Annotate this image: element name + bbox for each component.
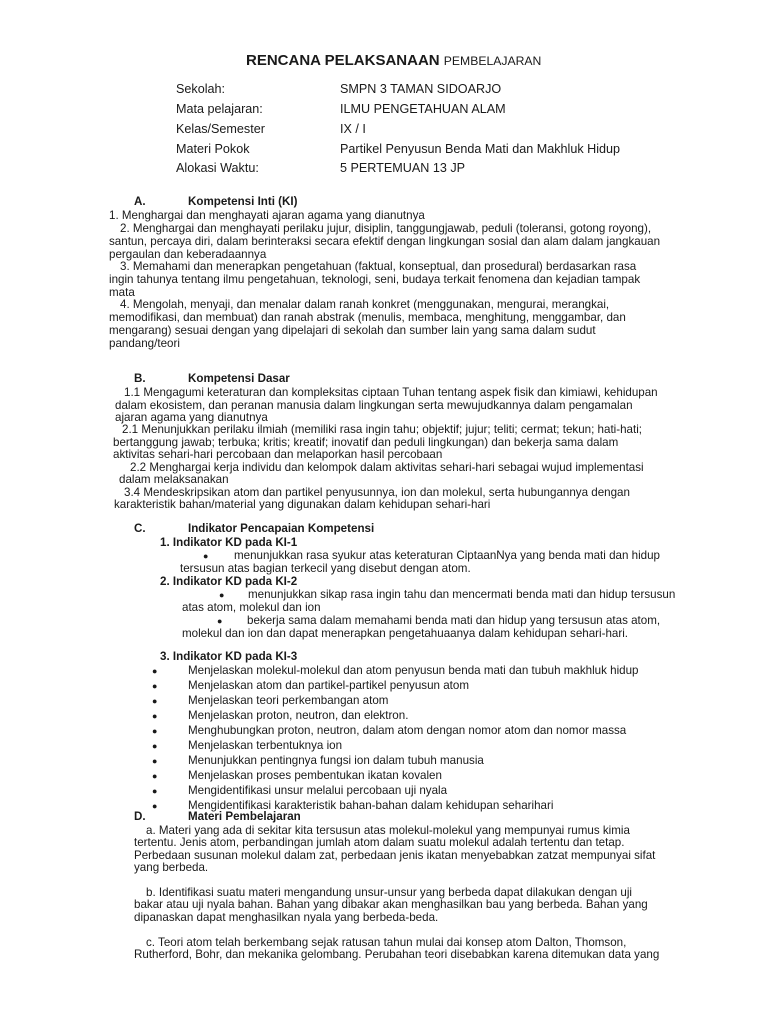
meta-label-subject: Mata pelajaran: <box>176 102 263 116</box>
bullet-icon: ● <box>152 771 158 781</box>
meta-value-subject: ILMU PENGETAHUAN ALAM <box>340 102 506 116</box>
bullet-icon: ● <box>217 616 223 626</box>
meta-value-school: SMPN 3 TAMAN SIDOARJO <box>340 82 502 96</box>
ki1-heading: 1. Indikator KD pada KI-1 <box>160 536 298 549</box>
ki-line: santun, percaya diri, dalam berinteraksi secara efektif dengan lingkungan sosial dan alam dalam jangkauan <box>109 235 661 248</box>
document-title <box>246 54 541 68</box>
list-item: Menjelaskan atom dan partikel-partikel penyusun atom <box>188 679 469 692</box>
ki-line: 1. Menghargai dan menghayati ajaran agama yang dianutnya <box>109 209 425 222</box>
ki-line: pergaulan dan keberadaannya <box>109 248 267 261</box>
list-item: Menjelaskan teori perkembangan atom <box>188 694 389 707</box>
title-sub: PEMBELAJARAN <box>443 54 542 68</box>
kd-line: karakteristik bahan/material yang digunakan dalam kehidupan sehari-hari <box>114 498 491 511</box>
ki-line: 2. Menghargai dan menghayati perilaku jujur, disiplin, tanggungjawab, peduli (toleransi, gotong royong), <box>120 222 652 235</box>
meta-value-topic: Partikel Penyusun Benda Mati dan Makhluk Hidup <box>340 142 621 156</box>
bullet-icon: ● <box>152 681 158 691</box>
bullet-icon: ● <box>203 551 209 561</box>
bullet-icon: ● <box>152 756 158 766</box>
ki-line: ingin tahunya tentang ilmu pengetahuan, teknologi, seni, budaya terkait fenomena dan kejadian tampak <box>109 273 641 286</box>
ki2-item1-line: menunjukkan sikap rasa ingin tahu dan mencermati benda mati dan hidup tersusun <box>248 588 676 601</box>
meta-label-class: Kelas/Semester <box>176 122 265 136</box>
materi-para-line: bakar atau uji nyala bahan. Bahan yang dibakar akan menghasilkan bau yang berbeda. Bahan yang <box>134 898 648 911</box>
bullet-icon: ● <box>152 801 158 811</box>
bullet-icon: ● <box>152 711 158 721</box>
materi-para-line: Perbedaan susunan molekul dalam zat, perbedaan jenis ikatan menyebabkan zatzat mempunyai sifat <box>134 849 656 862</box>
kd-line: aktivitas sehari-hari percobaan dan melaporkan hasil percobaan <box>113 448 443 461</box>
meta-label-topic: Materi Pokok <box>176 142 250 156</box>
section-d-heading: Materi Pembelajaran <box>188 810 301 823</box>
kd-line: 1.1 Mengagumi keteraturan dan kompleksitas ciptaan Tuhan tentang aspek fisik dan kimiawi, kehidupan <box>124 386 658 399</box>
meta-value-class: IX / I <box>340 122 366 136</box>
materi-para-line: a. Materi yang ada di sekitar kita tersusun atas molekul-molekul yang mempunyai rumus kimia <box>146 824 630 837</box>
ki2-heading: 2. Indikator KD pada KI-2 <box>160 575 298 588</box>
list-item: Mengidentifikasi unsur melalui percobaan uji nyala <box>188 784 448 797</box>
ki3-heading: 3. Indikator KD pada KI-3 <box>160 650 298 663</box>
bullet-icon: ● <box>152 741 158 751</box>
section-c-heading: Indikator Pencapaian Kompetensi <box>188 522 375 535</box>
ki-line: pandang/teori <box>109 337 180 350</box>
list-item: Menjelaskan molekul-molekul dan atom penyusun benda mati dan tubuh makhluk hidup <box>188 664 639 677</box>
materi-para-line: b. Identifikasi suatu materi mengandung unsur-unsur yang berbeda dapat dilakukan dengan uji <box>146 886 632 899</box>
bullet-icon: ● <box>152 786 158 796</box>
materi-para-line: c. Teori atom telah berkembang sejak ratusan tahun mulai dai konsep atom Dalton, Thomson, <box>146 936 627 949</box>
bullet-icon: ● <box>152 726 158 736</box>
section-b-heading: Kompetensi Dasar <box>188 372 290 385</box>
meta-label-school: Sekolah: <box>176 82 226 96</box>
kd-line: dalam ekosistem, dan peranan manusia dalam lingkungan serta mewujudkannya dalam pengamalan <box>115 399 633 412</box>
materi-para-line: Rutherford, Bohr, dan mekanika gelombang. Perubahan teori disebabkan karena ditemukan data yang <box>134 948 660 961</box>
list-item: Menghubungkan proton, neutron, dalam atom dengan nomor atom dan nomor massa <box>188 724 627 737</box>
ki-line: 3. Memahami dan menerapkan pengetahuan (faktual, konseptual, dan prosedural) berdasarkan rasa <box>120 260 637 273</box>
kd-line: 3.4 Mendeskripsikan atom dan partikel penyusunnya, ion dan molekul, serta hubungannya dengan <box>124 486 630 499</box>
ki1-item-line: menunjukkan rasa syukur atas keteraturan CiptaanNya yang benda mati dan hidup <box>234 549 661 562</box>
list-item: Menunjukkan pentingnya fungsi ion dalam tubuh manusia <box>188 754 484 767</box>
kd-line: 2.1 Menunjukkan perilaku ilmiah (memiliki rasa ingin tahu; objektif; jujur; teliti; cermat; tekun; hati-hati; <box>122 423 643 436</box>
meta-label-time: Alokasi Waktu: <box>176 161 259 175</box>
materi-para-line: tertentu. Jenis atom, perbandingan jumlah atom dalam suatu molekul adalah tertentu dan tetap. <box>134 836 625 849</box>
ki1-item-line: tersusun atas bagian terkecil yang disebut dengan atom. <box>180 562 471 575</box>
ki-line: 4. Mengolah, menyaji, dan menalar dalam ranah konkret (menggunakan, mengurai, merangkai, <box>120 298 610 311</box>
kd-line: bertanggung jawab; terbuka; kritis; kreatif; inovatif dan peduli lingkungan) dan bekerja sama dalam <box>113 436 619 449</box>
list-item: Menjelaskan proton, neutron, dan elektron. <box>188 709 409 722</box>
bullet-icon: ● <box>152 666 158 676</box>
bullet-icon: ● <box>219 590 225 600</box>
meta-value-time: 5 PERTEMUAN 13 JP <box>340 161 466 175</box>
section-a-letter: A. <box>134 195 146 208</box>
ki2-item1-line: atas atom, molekul dan ion <box>182 601 321 614</box>
ki-line: mengarang) sesuai dengan yang dipelajari di sekolah dan sumber lain yang sama dalam sudut <box>109 324 596 337</box>
ki2-item2-line: bekerja sama dalam memahami benda mati dan hidup yang tersusun atas atom, <box>247 614 661 627</box>
list-item: Menjelaskan terbentuknya ion <box>188 739 343 752</box>
ki-line: memodifikasi, dan membuat) dan ranah abstrak (menulis, membaca, menghitung, menggambar, dan <box>109 311 626 324</box>
section-b-letter: B. <box>134 372 146 385</box>
ki2-item2-line: molekul dan ion dan dapat menerapkan pengetahuaanya dalam kehidupan sehari-hari. <box>182 627 629 640</box>
bullet-icon: ● <box>152 696 158 706</box>
kd-line: ajaran agama yang dianutnya <box>115 411 268 424</box>
materi-para-line: yang berbeda. <box>134 861 209 874</box>
materi-para-line: dipanaskan dapat menghasilkan nyala yang berbeda-beda. <box>134 911 439 924</box>
section-c-letter: C. <box>134 522 146 535</box>
list-item: Menjelaskan proses pembentukan ikatan kovalen <box>188 769 442 782</box>
section-d-letter: D. <box>134 810 146 823</box>
kd-line: dalam melaksanakan <box>119 473 229 486</box>
kd-line: 2.2 Menghargai kerja individu dan kelompok dalam aktivitas sehari-hari sebagai wujud implementasi <box>130 461 644 474</box>
ki-line: mata <box>109 286 135 299</box>
list-item: Mengidentifikasi karakteristik bahan-bahan dalam kehidupan seharihari <box>188 799 554 812</box>
title-main: RENCANA PELAKSANAAN <box>246 52 440 69</box>
section-a-heading: Kompetensi Inti (KI) <box>188 195 298 208</box>
